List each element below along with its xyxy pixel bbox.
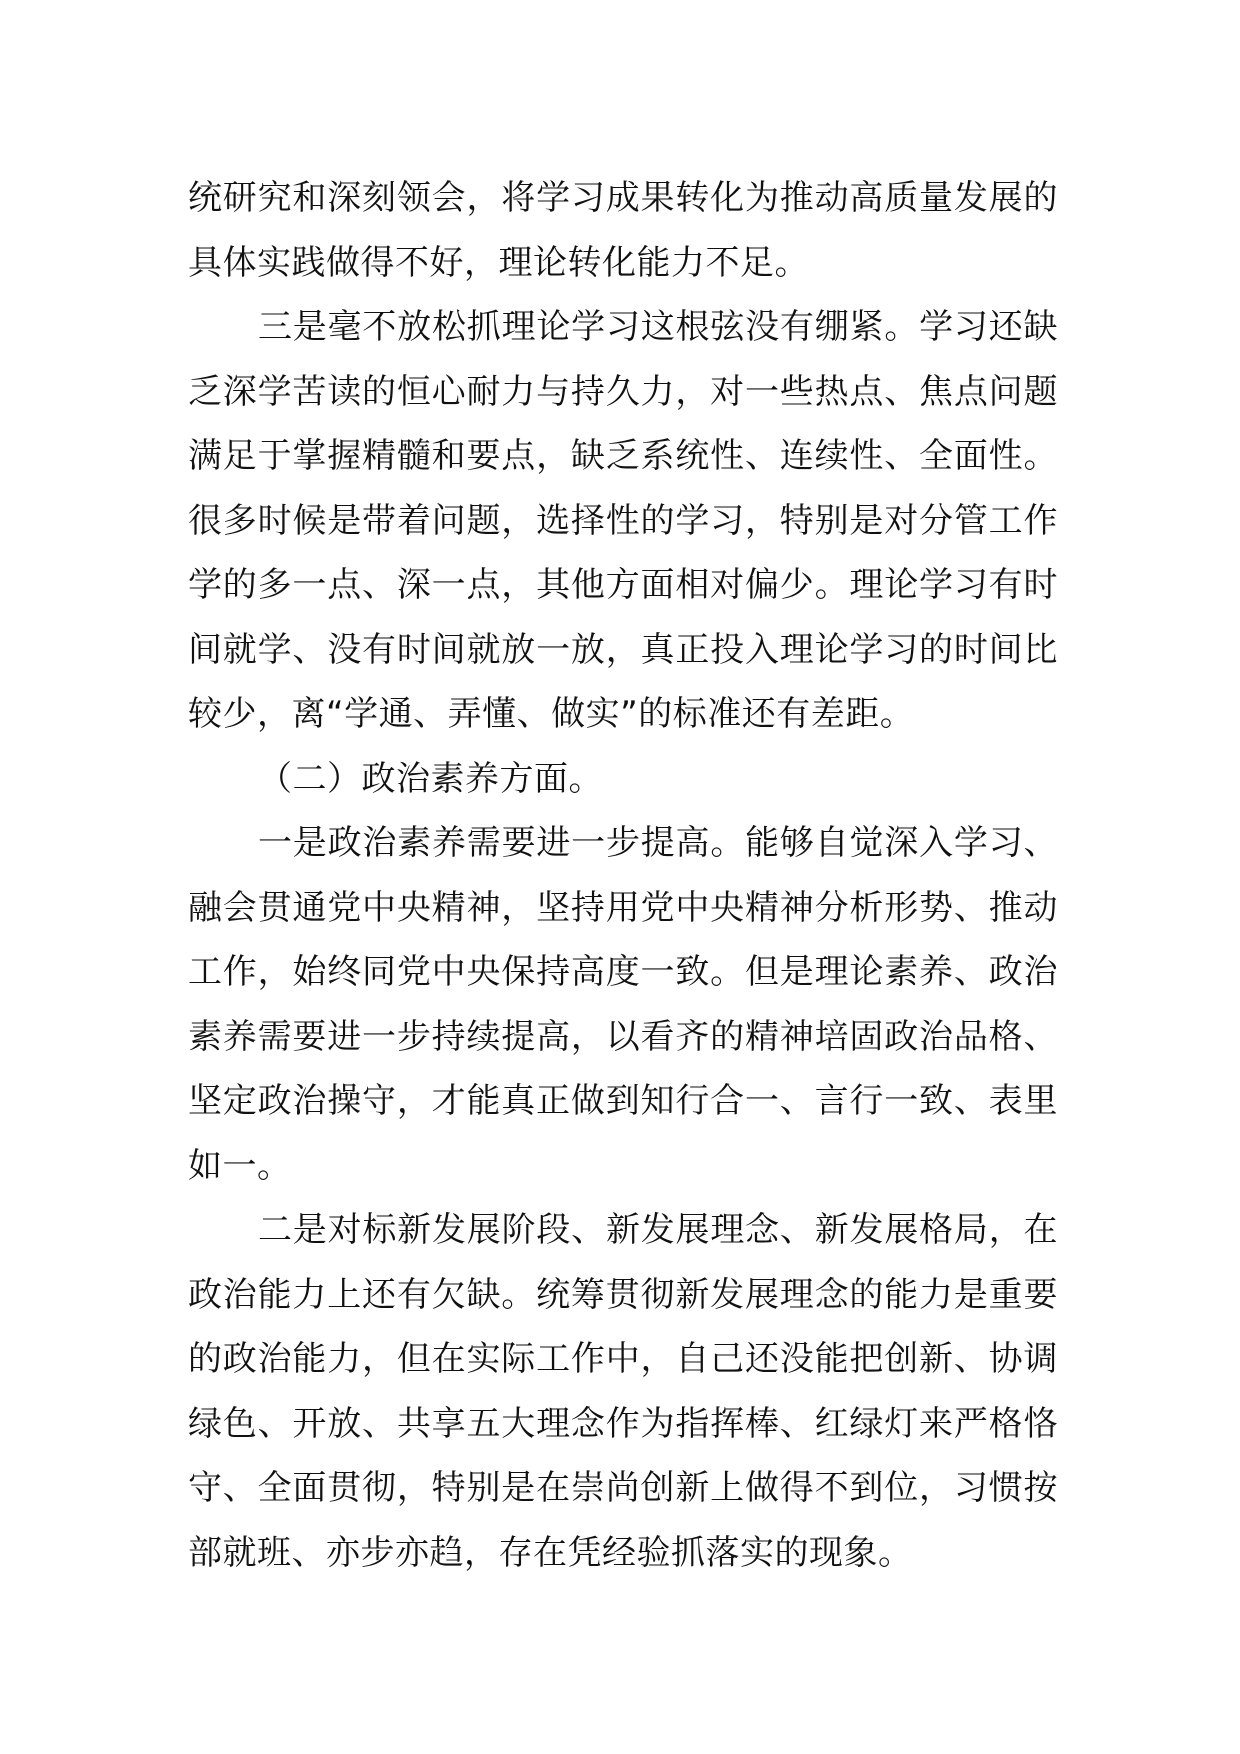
paragraph-political-capability: 二是对标新发展阶段、新发展理念、新发展格局，在政治能力上还有欠缺。统筹贯彻新发展理念的能力是重要的政治能力，但在实际工作中，自己还没能把创新、协调绿色、开放、共享五大理念作为指挥棒、红绿灯来严格恪守、全面贯彻，特别是在崇尚创新上做得不到位，习惯按部就班、亦步亦趋，存在凭经验抓落实的现象。 (188, 1210, 1058, 1573)
paragraph-continuation: 统研究和深刻领会，将学习成果转化为推动高质量发展的具体实践做得不好，理论转化能力不足。 (188, 178, 1058, 283)
document-body (188, 166, 1058, 1585)
paragraph-theory-study: 三是毫不放松抓理论学习这根弦没有绷紧。学习还缺乏深学苦读的恒心耐力与持久力，对一些热点、焦点问题满足于掌握精髓和要点，缺乏系统性、连续性、全面性。很多时候是带着问题，选择性的学习，特别是对分管工作学的多一点、深一点，其他方面相对偏少。理论学习有时间就学、没有时间就放一放，真正投入理论学习的时间比较少，离“学通、弄懂、做实”的标准还有差距。 (188, 307, 1058, 734)
paragraph-political-literacy: 一是政治素养需要进一步提高。能够自觉深入学习、融会贯通党中央精神，坚持用党中央精神分析形势、推动工作，始终同党中央保持高度一致。但是理论素养、政治素养需要进一步持续提高，以看齐的精神培固政治品格、坚定政治操守，才能真正做到知行合一、言行一致、表里如一。 (188, 823, 1058, 1186)
section-heading-political-literacy: （二）政治素养方面。 (258, 758, 603, 799)
